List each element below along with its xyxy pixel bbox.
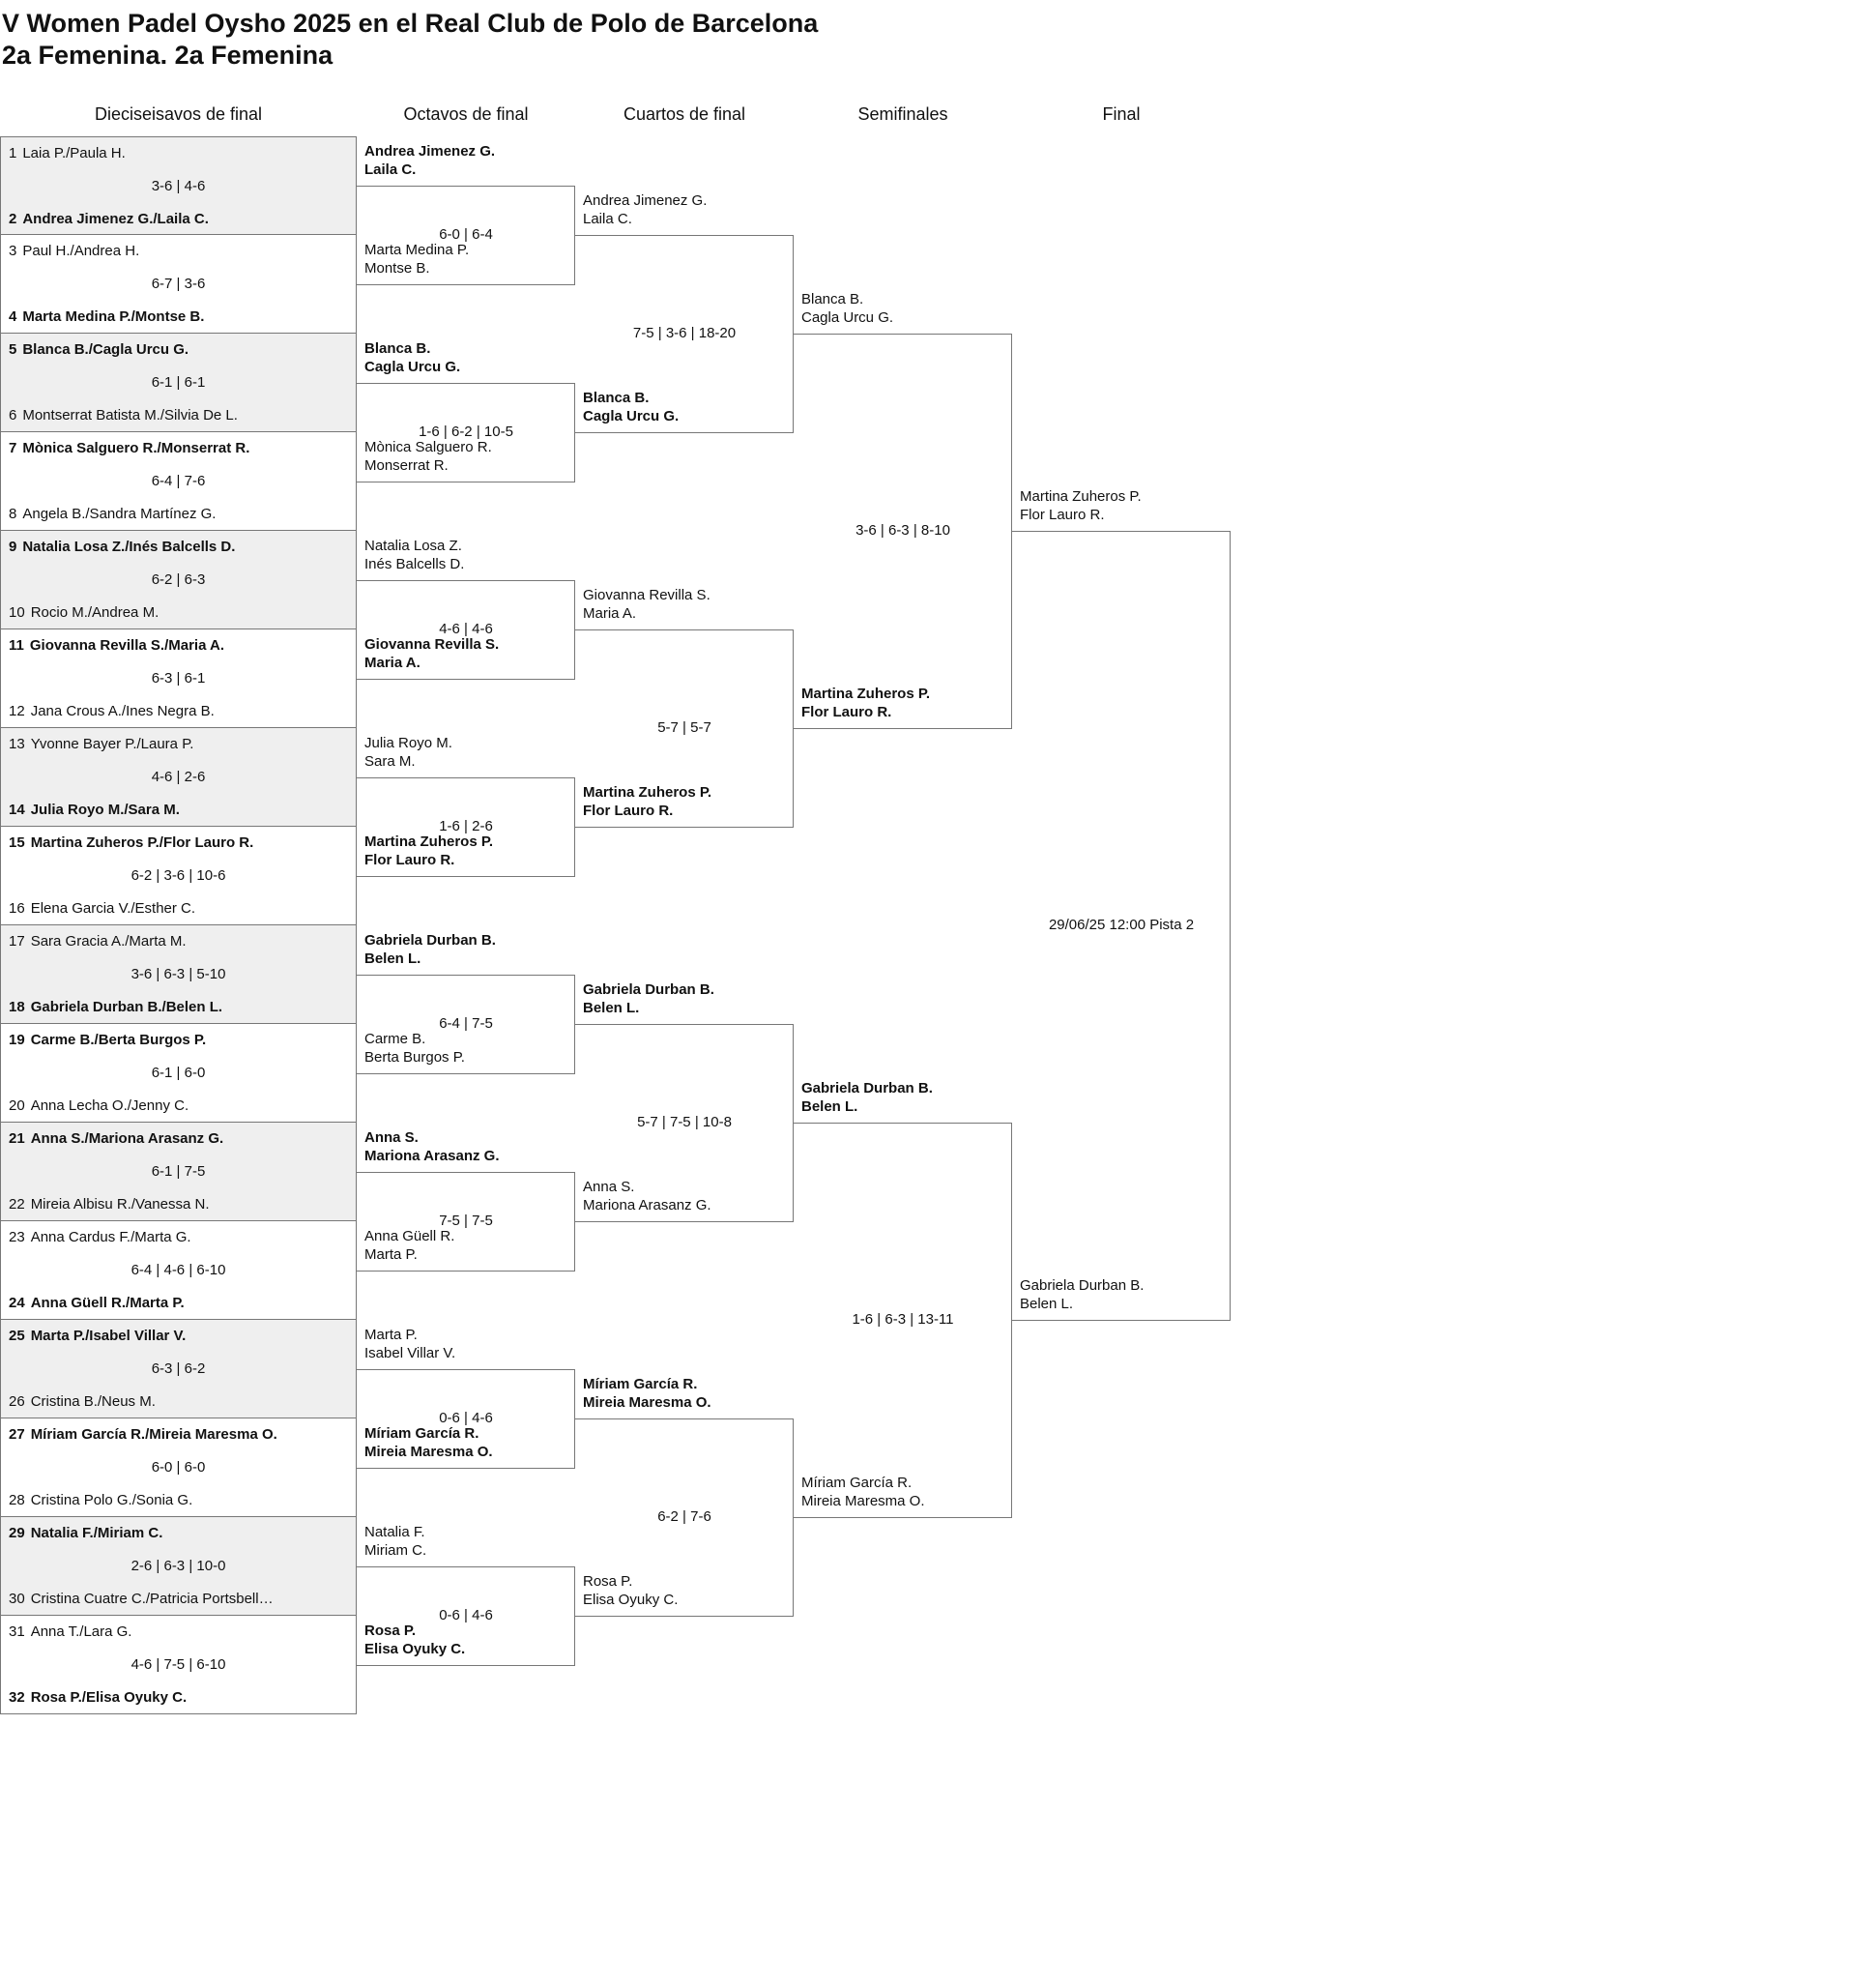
- seed-number: 14: [9, 802, 25, 818]
- player-name: Míriam García R.: [583, 1376, 698, 1392]
- team-entry: [9, 604, 349, 622]
- team-name[interactable]: Yvonne Bayer P./Laura P.: [30, 736, 194, 752]
- player-name: Blanca B.: [364, 340, 431, 357]
- bracket-team[interactable]: [801, 1474, 925, 1510]
- seed-number: 19: [9, 1032, 25, 1048]
- player-name: Mireia Maresma O.: [364, 1444, 493, 1460]
- match-r1: [0, 235, 357, 334]
- team-name[interactable]: Carme B./Berta Burgos P.: [30, 1032, 207, 1048]
- player-name: Andrea Jimenez G.: [364, 143, 496, 160]
- player-name: Marta P.: [364, 1246, 418, 1263]
- seed-number: 13: [9, 736, 25, 752]
- player-name: Cagla Urcu G.: [364, 359, 461, 375]
- team-entry: [9, 1591, 349, 1608]
- team-entry: [9, 1328, 349, 1345]
- player-name: Blanca B.: [583, 390, 650, 406]
- player-name: Carme B.: [364, 1031, 426, 1047]
- match-score: 3-6 | 6-3 | 8-10: [856, 522, 950, 539]
- bracket-team[interactable]: [364, 734, 452, 771]
- match-score: 6-1 | 7-5: [151, 1163, 206, 1180]
- player-name: Monserrat R.: [364, 457, 449, 474]
- player-name: Mireia Maresma O.: [801, 1493, 925, 1509]
- seed-number: 26: [9, 1393, 25, 1410]
- player-name: Gabriela Durban B.: [801, 1080, 933, 1096]
- player-name: Berta Burgos P.: [364, 1049, 465, 1066]
- match-score: 6-4 | 7-6: [151, 473, 206, 489]
- team-entry: [9, 243, 349, 260]
- team-entry: [9, 1525, 349, 1542]
- player-name: Cagla Urcu G.: [583, 408, 680, 424]
- round-header-octavos: Octavos de final: [403, 104, 529, 124]
- round-1-matches: [0, 136, 357, 1718]
- match-r1: [0, 1418, 357, 1517]
- team-name[interactable]: Anna T./Lara G.: [30, 1623, 132, 1640]
- player-name: Flor Lauro R.: [1020, 507, 1105, 523]
- bracket-team[interactable]: [801, 1079, 933, 1116]
- player-name: Elisa Oyuky C.: [583, 1592, 679, 1608]
- bracket-team[interactable]: [583, 783, 711, 820]
- team-name[interactable]: Giovanna Revilla S./Maria A.: [29, 637, 225, 654]
- match-r1: [0, 1024, 357, 1123]
- player-name: Martina Zuheros P.: [364, 833, 494, 850]
- team-name[interactable]: Cristina B./Neus M.: [30, 1393, 156, 1410]
- player-name: Montse B.: [364, 260, 430, 277]
- bracket-team[interactable]: [583, 1572, 678, 1609]
- player-name: Isabel Villar V.: [364, 1345, 456, 1361]
- team-entry: [9, 341, 349, 359]
- player-name: Natalia F.: [364, 1524, 425, 1540]
- match-score: 6-1 | 6-0: [151, 1065, 206, 1081]
- player-name: Anna S.: [583, 1179, 635, 1195]
- team-entry: [9, 999, 349, 1016]
- team-name[interactable]: Anna S./Mariona Arasanz G.: [30, 1130, 224, 1147]
- match-score: 3-6 | 4-6: [151, 178, 206, 194]
- match-score: 3-6 | 6-3 | 5-10: [130, 966, 226, 982]
- seed-number: 9: [9, 539, 17, 555]
- player-name: Sara M.: [364, 753, 416, 770]
- bracket-team[interactable]: [801, 290, 893, 327]
- player-name: Marta P.: [364, 1327, 418, 1343]
- match-score: 7-5 | 7-5: [439, 1213, 493, 1229]
- match-score: 5-7 | 7-5 | 10-8: [637, 1114, 732, 1130]
- bracket-team[interactable]: [583, 389, 679, 425]
- player-name: Belen L.: [583, 1000, 640, 1016]
- team-name[interactable]: Míriam García R./Mireia Maresma O.: [30, 1426, 277, 1443]
- team-name[interactable]: Rocio M./Andrea M.: [30, 604, 160, 621]
- bracket-team[interactable]: [583, 1178, 711, 1214]
- player-name: Marta Medina P.: [364, 242, 470, 258]
- bracket-team[interactable]: [364, 1128, 499, 1165]
- match-score: 7-5 | 3-6 | 18-20: [632, 325, 737, 341]
- match-score: 4-6 | 4-6: [439, 621, 493, 637]
- team-entry: [9, 736, 349, 753]
- team-name[interactable]: Martina Zuheros P./Flor Lauro R.: [30, 834, 254, 851]
- team-name[interactable]: Cristina Polo G./Sonia G.: [30, 1492, 193, 1508]
- team-name[interactable]: Mònica Salguero R./Monserrat R.: [22, 440, 250, 456]
- player-name: Flor Lauro R.: [801, 704, 892, 720]
- team-entry: [9, 440, 349, 457]
- player-name: Martina Zuheros P.: [801, 686, 931, 702]
- team-entry: [9, 308, 349, 326]
- seed-number: 16: [9, 900, 25, 917]
- match-score: 6-1 | 6-1: [151, 374, 206, 391]
- team-entry: [9, 933, 349, 950]
- seed-number: 1: [9, 145, 17, 161]
- team-entry: [9, 1393, 349, 1411]
- team-name[interactable]: Montserrat Batista M./Silvia De L.: [22, 407, 238, 424]
- team-name[interactable]: Angela B./Sandra Martínez G.: [22, 506, 217, 522]
- bracket-team[interactable]: [364, 142, 495, 179]
- seed-number: 18: [9, 999, 25, 1015]
- match-score: 6-4 | 7-5: [439, 1015, 493, 1032]
- team-name[interactable]: Natalia Losa Z./Inés Balcells D.: [22, 539, 236, 555]
- team-name[interactable]: Gabriela Durban B./Belen L.: [30, 999, 223, 1015]
- match-score: 5-7 | 5-7: [657, 719, 711, 736]
- bracket-team[interactable]: [583, 191, 707, 228]
- team-name[interactable]: Elena Garcia V./Esther C.: [30, 900, 196, 917]
- match-score: 0-6 | 4-6: [439, 1607, 493, 1623]
- team-name[interactable]: Cristina Cuatre C./Patricia Portsbell…: [30, 1591, 274, 1607]
- player-name: Gabriela Durban B.: [1020, 1277, 1145, 1294]
- player-name: Elisa Oyuky C.: [364, 1641, 466, 1657]
- team-name[interactable]: Anna Cardus F./Marta G.: [30, 1229, 191, 1245]
- match-score: 1-6 | 2-6: [439, 818, 493, 834]
- bracket-team[interactable]: [364, 635, 499, 672]
- bracket-team[interactable]: [801, 685, 930, 721]
- team-name[interactable]: Mireia Albisu R./Vanessa N.: [30, 1196, 210, 1213]
- page-subtitle: 2a Femenina. 2a Femenina: [2, 41, 334, 70]
- team-entry: [9, 506, 349, 523]
- bracket-team[interactable]: [364, 833, 493, 869]
- page-title: V Women Padel Oysho 2025 en el Real Club de Polo de Barcelona: [2, 9, 819, 38]
- bracket-team[interactable]: [583, 1375, 711, 1412]
- match-r1: [0, 432, 357, 531]
- match-r1: [0, 1221, 357, 1320]
- match-r1: [0, 1517, 357, 1616]
- match-schedule: 29/06/25 12:00 Pista 2: [1048, 917, 1195, 933]
- seed-number: 20: [9, 1097, 25, 1114]
- player-name: Julia Royo M.: [364, 735, 452, 751]
- player-name: Flor Lauro R.: [583, 803, 674, 819]
- seed-number: 6: [9, 407, 17, 424]
- team-entry: [9, 211, 349, 228]
- match-r1: [0, 136, 357, 235]
- seed-number: 32: [9, 1689, 25, 1706]
- team-entry: [9, 1426, 349, 1444]
- player-name: Mònica Salguero R.: [364, 439, 492, 455]
- bracket-team[interactable]: [1020, 487, 1142, 524]
- player-name: Flor Lauro R.: [364, 852, 455, 868]
- match-score: 6-2 | 3-6 | 10-6: [130, 867, 226, 884]
- player-name: Giovanna Revilla S.: [364, 636, 500, 653]
- player-name: Míriam García R.: [364, 1425, 479, 1442]
- match-r1: [0, 1123, 357, 1221]
- seed-number: 17: [9, 933, 25, 950]
- team-name[interactable]: Laia P./Paula H.: [22, 145, 126, 161]
- match-score: 0-6 | 4-6: [439, 1410, 493, 1426]
- player-name: Gabriela Durban B.: [583, 981, 714, 998]
- player-name: Gabriela Durban B.: [364, 932, 496, 949]
- bracket-team[interactable]: [364, 1622, 465, 1658]
- seed-number: 23: [9, 1229, 25, 1245]
- player-name: Mariona Arasanz G.: [583, 1197, 711, 1213]
- seed-number: 31: [9, 1623, 25, 1640]
- seed-number: 4: [9, 308, 17, 325]
- bracket-team[interactable]: [364, 339, 460, 376]
- team-entry: [9, 637, 349, 655]
- seed-number: 2: [9, 211, 17, 227]
- player-name: Giovanna Revilla S.: [583, 587, 710, 603]
- seed-number: 15: [9, 834, 25, 851]
- team-entry: [9, 539, 349, 556]
- team-entry: [9, 1689, 349, 1707]
- player-name: Cagla Urcu G.: [801, 309, 894, 326]
- seed-number: 12: [9, 703, 25, 719]
- player-name: Rosa P.: [583, 1573, 633, 1590]
- bracket-team[interactable]: [364, 537, 464, 573]
- match-r1: [0, 827, 357, 925]
- team-name[interactable]: Marta P./Isabel Villar V.: [30, 1328, 187, 1344]
- bracket-team[interactable]: [364, 1326, 455, 1362]
- match-score: 4-6 | 7-5 | 6-10: [130, 1656, 226, 1673]
- seed-number: 5: [9, 341, 17, 358]
- team-name[interactable]: Jana Crous A./Ines Negra B.: [30, 703, 215, 719]
- player-name: Míriam García R.: [801, 1475, 913, 1491]
- bracket-team[interactable]: [364, 1424, 493, 1461]
- team-entry: [9, 1130, 349, 1148]
- player-name: Maria A.: [364, 655, 420, 671]
- team-name[interactable]: Julia Royo M./Sara M.: [30, 802, 180, 818]
- bracket-team[interactable]: [364, 1030, 465, 1067]
- round-header-semifinales: Semifinales: [857, 104, 948, 124]
- team-entry: [9, 145, 349, 162]
- match-score: 4-6 | 2-6: [151, 769, 206, 785]
- player-name: Maria A.: [583, 605, 637, 622]
- player-name: Laila C.: [364, 161, 417, 178]
- bracket-team[interactable]: [364, 438, 492, 475]
- seed-number: 10: [9, 604, 25, 621]
- seed-number: 8: [9, 506, 17, 522]
- seed-number: 7: [9, 440, 17, 456]
- bracket-team[interactable]: [364, 1227, 454, 1264]
- bracket-team[interactable]: [583, 980, 714, 1017]
- team-name[interactable]: Paul H./Andrea H.: [22, 243, 140, 259]
- match-r1: [0, 925, 357, 1024]
- player-name: Laila C.: [583, 211, 632, 227]
- player-name: Blanca B.: [801, 291, 864, 307]
- team-entry: [9, 900, 349, 918]
- team-entry: [9, 1097, 349, 1115]
- match-score: 6-3 | 6-1: [151, 670, 206, 687]
- player-name: Andrea Jimenez G.: [583, 192, 708, 209]
- team-name[interactable]: Blanca B./Cagla Urcu G.: [22, 341, 189, 358]
- team-entry: [9, 1032, 349, 1049]
- seed-number: 25: [9, 1328, 25, 1344]
- match-score: 6-2 | 6-3: [151, 571, 206, 588]
- team-name[interactable]: Rosa P./Elisa Oyuky C.: [30, 1689, 188, 1706]
- seed-number: 3: [9, 243, 17, 259]
- match-r1: [0, 531, 357, 629]
- bracket-team[interactable]: [364, 931, 496, 968]
- seed-number: 22: [9, 1196, 25, 1213]
- player-name: Rosa P.: [364, 1623, 417, 1639]
- team-name[interactable]: Andrea Jimenez G./Laila C.: [22, 211, 209, 227]
- player-name: Anna S.: [364, 1129, 419, 1146]
- team-entry: [9, 834, 349, 852]
- match-r1: [0, 334, 357, 432]
- round-header-final: Final: [1102, 104, 1141, 124]
- player-name: Mariona Arasanz G.: [364, 1148, 500, 1164]
- bracket-team[interactable]: [364, 241, 469, 278]
- seed-number: 11: [9, 637, 24, 654]
- match-score: 6-0 | 6-0: [151, 1459, 206, 1476]
- seed-number: 29: [9, 1525, 25, 1541]
- player-name: Mireia Maresma O.: [583, 1394, 711, 1411]
- seed-number: 21: [9, 1130, 25, 1147]
- match-score: 1-6 | 6-3 | 13-11: [852, 1311, 954, 1328]
- match-score: 6-3 | 6-2: [151, 1360, 206, 1377]
- match-r1: [0, 1616, 357, 1714]
- bracket-team[interactable]: [364, 1523, 426, 1560]
- player-name: Miriam C.: [364, 1542, 427, 1559]
- match-r1: [0, 1320, 357, 1418]
- player-name: Inés Balcells D.: [364, 556, 465, 572]
- team-entry: [9, 1229, 349, 1246]
- match-r1: [0, 629, 357, 728]
- player-name: Natalia Losa Z.: [364, 538, 462, 554]
- round-header-cuartos: Cuartos de final: [623, 104, 746, 124]
- match-score: 6-4 | 4-6 | 6-10: [130, 1262, 226, 1278]
- seed-number: 28: [9, 1492, 25, 1508]
- seed-number: 24: [9, 1295, 25, 1311]
- team-entry: [9, 407, 349, 424]
- player-name: Belen L.: [1020, 1296, 1074, 1312]
- match-score: 2-6 | 6-3 | 10-0: [130, 1558, 226, 1574]
- seed-number: 27: [9, 1426, 25, 1443]
- team-entry: [9, 1196, 349, 1213]
- player-name: Belen L.: [364, 950, 421, 967]
- player-name: Anna Güell R.: [364, 1228, 455, 1244]
- bracket-team[interactable]: [583, 586, 710, 623]
- match-r1: [0, 728, 357, 827]
- player-name: Martina Zuheros P.: [583, 784, 712, 801]
- player-name: Belen L.: [801, 1098, 858, 1115]
- team-name[interactable]: Sara Gracia A./Marta M.: [30, 933, 187, 950]
- team-entry: [9, 1623, 349, 1641]
- seed-number: 30: [9, 1591, 25, 1607]
- bracket-team[interactable]: [1020, 1276, 1144, 1313]
- team-entry: [9, 1295, 349, 1312]
- team-name[interactable]: Natalia F./Miriam C.: [30, 1525, 163, 1541]
- team-name[interactable]: Anna Güell R./Marta P.: [30, 1295, 185, 1311]
- team-entry: [9, 703, 349, 720]
- match-score: 1-6 | 6-2 | 10-5: [419, 424, 513, 440]
- match-score: 6-0 | 6-4: [439, 226, 493, 243]
- team-entry: [9, 1492, 349, 1509]
- round-header-dieciseisavos: Dieciseisavos de final: [94, 104, 263, 124]
- team-name[interactable]: Marta Medina P./Montse B.: [22, 308, 205, 325]
- team-entry: [9, 802, 349, 819]
- player-name: Martina Zuheros P.: [1020, 488, 1142, 505]
- match-score: 6-7 | 3-6: [151, 276, 206, 292]
- match-score: 6-2 | 7-6: [657, 1508, 711, 1525]
- team-name[interactable]: Anna Lecha O./Jenny C.: [30, 1097, 189, 1114]
